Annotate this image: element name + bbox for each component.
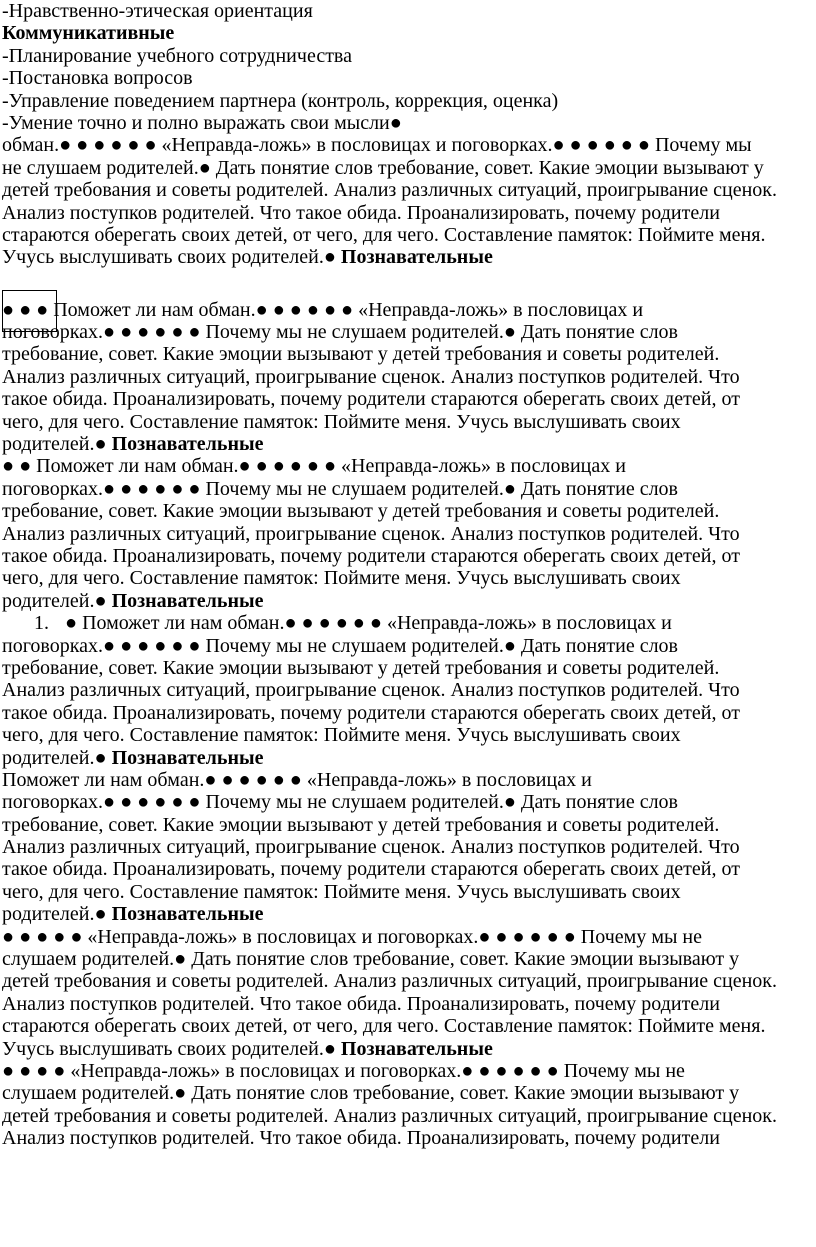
text-line xyxy=(0,814,816,836)
text-line xyxy=(0,343,816,365)
text-line xyxy=(0,590,816,612)
section-heading: Коммуникативные xyxy=(2,22,175,45)
text-line xyxy=(0,612,816,634)
text-line xyxy=(0,478,816,500)
text-block xyxy=(0,612,816,769)
line-text: Анализ различных ситуаций, проигрывание сценок. Анализ поступков родителей. Что xyxy=(2,365,740,388)
text-line xyxy=(0,321,816,343)
text-line: -Постановка вопросов xyxy=(2,67,193,90)
text-line xyxy=(0,1127,816,1149)
line-text: детей требования и советы родителей. Анализ различных ситуаций, проигрывание сценок. xyxy=(2,1104,777,1127)
text-line xyxy=(0,702,816,724)
line-text: родителей.● xyxy=(2,433,107,456)
text-line xyxy=(0,1060,816,1082)
text-line: не слушаем родителей.● Дать понятие слов требование, совет. Какие эмоции вызывают у xyxy=(2,156,764,179)
line-text: ● ● ● Поможет ли нам обман.● ● ● ● ● ● «Неправда-ложь» в пословицах и xyxy=(2,298,644,321)
text-line: -Умение точно и полно выражать свои мысли● xyxy=(2,111,402,134)
text-line xyxy=(0,836,816,858)
line-text: такое обида. Проанализировать, почему родители стараются оберегать своих детей, от xyxy=(2,544,740,567)
text-line: детей требования и советы родителей. Анализ различных ситуаций, проигрывание сценок. xyxy=(2,179,777,202)
text-line xyxy=(0,881,816,903)
text-line xyxy=(0,791,816,813)
line-text: ● Поможет ли нам обман.● ● ● ● ● ● «Неправда-ложь» в пословицах и xyxy=(65,612,672,635)
section-heading: Познавательные xyxy=(106,903,264,926)
text-line xyxy=(0,1082,816,1104)
line-text: чего, для чего. Составление памяток: Поймите меня. Учусь выслушивать своих xyxy=(2,410,681,433)
section-heading: Познавательные xyxy=(106,746,264,769)
line-text: слушаем родителей.● Дать понятие слов требование, совет. Какие эмоции вызывают у xyxy=(2,948,740,971)
section-heading: Познавательные xyxy=(106,589,264,612)
text-line xyxy=(0,1015,816,1037)
line-text: такое обида. Проанализировать, почему родители стараются оберегать своих детей, от xyxy=(2,701,740,724)
empty-image-frame xyxy=(2,290,57,332)
line-text: такое обида. Проанализировать, почему родители стараются оберегать своих детей, от xyxy=(2,858,740,881)
section-heading: Познавательные xyxy=(335,246,493,269)
text-line xyxy=(0,455,816,477)
text-line xyxy=(0,545,816,567)
line-text: чего, для чего. Составление памяток: Поймите меня. Учусь выслушивать своих xyxy=(2,724,681,747)
line-text: Анализ поступков родителей. Что такое обида. Проанализировать, почему родители xyxy=(2,1127,720,1150)
line-text: чего, для чего. Составление памяток: Поймите меня. Учусь выслушивать своих xyxy=(2,567,681,590)
text-block xyxy=(0,1060,816,1150)
text-line xyxy=(0,366,816,388)
line-text: Анализ различных ситуаций, проигрывание сценок. Анализ поступков родителей. Что xyxy=(2,522,740,545)
line-text: ● ● ● ● «Неправда-ложь» в пословицах и поговорках.● ● ● ● ● ● Почему мы не xyxy=(2,1059,685,1082)
text-line xyxy=(0,903,816,925)
text-line: стараются оберегать своих детей, от чего, для чего. Составление памяток: Поймите меня. xyxy=(2,223,766,246)
text-line xyxy=(0,970,816,992)
line-text: стараются оберегать своих детей, от чего, для чего. Составление памяток: Поймите меня. xyxy=(2,1015,766,1038)
spacer xyxy=(0,269,816,299)
text-line xyxy=(0,1038,816,1060)
text-line: обман.● ● ● ● ● ● «Неправда-ложь» в пословицах и поговорках.● ● ● ● ● ● Почему мы xyxy=(2,134,752,157)
line-text: поговорках.● ● ● ● ● ● Почему мы не слушаем родителей.● Дать понятие слов xyxy=(2,321,678,344)
text-line: -Управление поведением партнера (контроль, коррекция, оценка) xyxy=(2,89,559,112)
text-line: Анализ поступков родителей. Что такое обида. Проанализировать, почему родители xyxy=(2,201,720,224)
line-text: Анализ поступков родителей. Что такое обида. Проанализировать, почему родители xyxy=(2,992,720,1015)
line-text: такое обида. Проанализировать, почему родители стараются оберегать своих детей, от xyxy=(2,388,740,411)
line-text: требование, совет. Какие эмоции вызывают у детей требования и советы родителей. xyxy=(2,343,720,366)
line-text: родителей.● xyxy=(2,589,107,612)
text-line xyxy=(0,1105,816,1127)
text-line xyxy=(0,657,816,679)
text-line xyxy=(0,411,816,433)
text-line xyxy=(0,523,816,545)
text-block xyxy=(0,769,816,926)
line-text: поговорках.● ● ● ● ● ● Почему мы не слушаем родителей.● Дать понятие слов xyxy=(2,477,678,500)
text-line xyxy=(0,724,816,746)
repeated-blocks xyxy=(0,299,816,1150)
text-line xyxy=(0,948,816,970)
line-text: слушаем родителей.● Дать понятие слов требование, совет. Какие эмоции вызывают у xyxy=(2,1082,740,1105)
line-text: требование, совет. Какие эмоции вызывают у детей требования и советы родителей. xyxy=(2,500,720,523)
list-number: 1. xyxy=(34,612,49,635)
section-heading: Познавательные xyxy=(335,1037,493,1060)
text-block xyxy=(0,926,816,1060)
text-line xyxy=(0,858,816,880)
line-text: Поможет ли нам обман.● ● ● ● ● ● «Неправда-ложь» в пословицах и xyxy=(2,768,592,791)
line-text: родителей.● xyxy=(2,903,107,926)
line-text: Анализ различных ситуаций, проигрывание сценок. Анализ поступков родителей. Что xyxy=(2,679,740,702)
line-text: Анализ различных ситуаций, проигрывание сценок. Анализ поступков родителей. Что xyxy=(2,836,740,859)
text-line xyxy=(0,567,816,589)
text-line xyxy=(0,769,816,791)
line-text: ● ● ● ● ● «Неправда-ложь» в пословицах и поговорках.● ● ● ● ● ● Почему мы не xyxy=(2,925,702,948)
text-line xyxy=(0,926,816,948)
text-line xyxy=(0,635,816,657)
line-text: чего, для чего. Составление памяток: Поймите меня. Учусь выслушивать своих xyxy=(2,880,681,903)
line-text: детей требования и советы родителей. Анализ различных ситуаций, проигрывание сценок. xyxy=(2,970,777,993)
text-line xyxy=(0,747,816,769)
text-block xyxy=(0,299,816,456)
line-text: Учусь выслушивать своих родителей.● xyxy=(2,246,336,269)
text-block xyxy=(0,455,816,612)
line-text: ● ● Поможет ли нам обман.● ● ● ● ● ● «Неправда-ложь» в пословицах и xyxy=(2,455,626,478)
text-line xyxy=(0,993,816,1015)
text-line xyxy=(0,433,816,455)
text-line: -Нравственно-этическая ориентация xyxy=(2,0,313,22)
intro-section xyxy=(0,0,816,269)
text-line xyxy=(0,500,816,522)
line-text: требование, совет. Какие эмоции вызывают у детей требования и советы родителей. xyxy=(2,813,720,836)
text-line xyxy=(0,299,816,321)
line-text: Учусь выслушивать своих родителей.● xyxy=(2,1037,336,1060)
text-line xyxy=(0,679,816,701)
text-line xyxy=(0,388,816,410)
text-line xyxy=(0,246,816,268)
section-heading: Познавательные xyxy=(106,433,264,456)
text-line: -Планирование учебного сотрудничества xyxy=(2,44,352,67)
line-text: поговорках.● ● ● ● ● ● Почему мы не слушаем родителей.● Дать понятие слов xyxy=(2,634,678,657)
line-text: требование, совет. Какие эмоции вызывают у детей требования и советы родителей. xyxy=(2,656,720,679)
line-text: родителей.● xyxy=(2,746,107,769)
line-text: поговорках.● ● ● ● ● ● Почему мы не слушаем родителей.● Дать понятие слов xyxy=(2,791,678,814)
